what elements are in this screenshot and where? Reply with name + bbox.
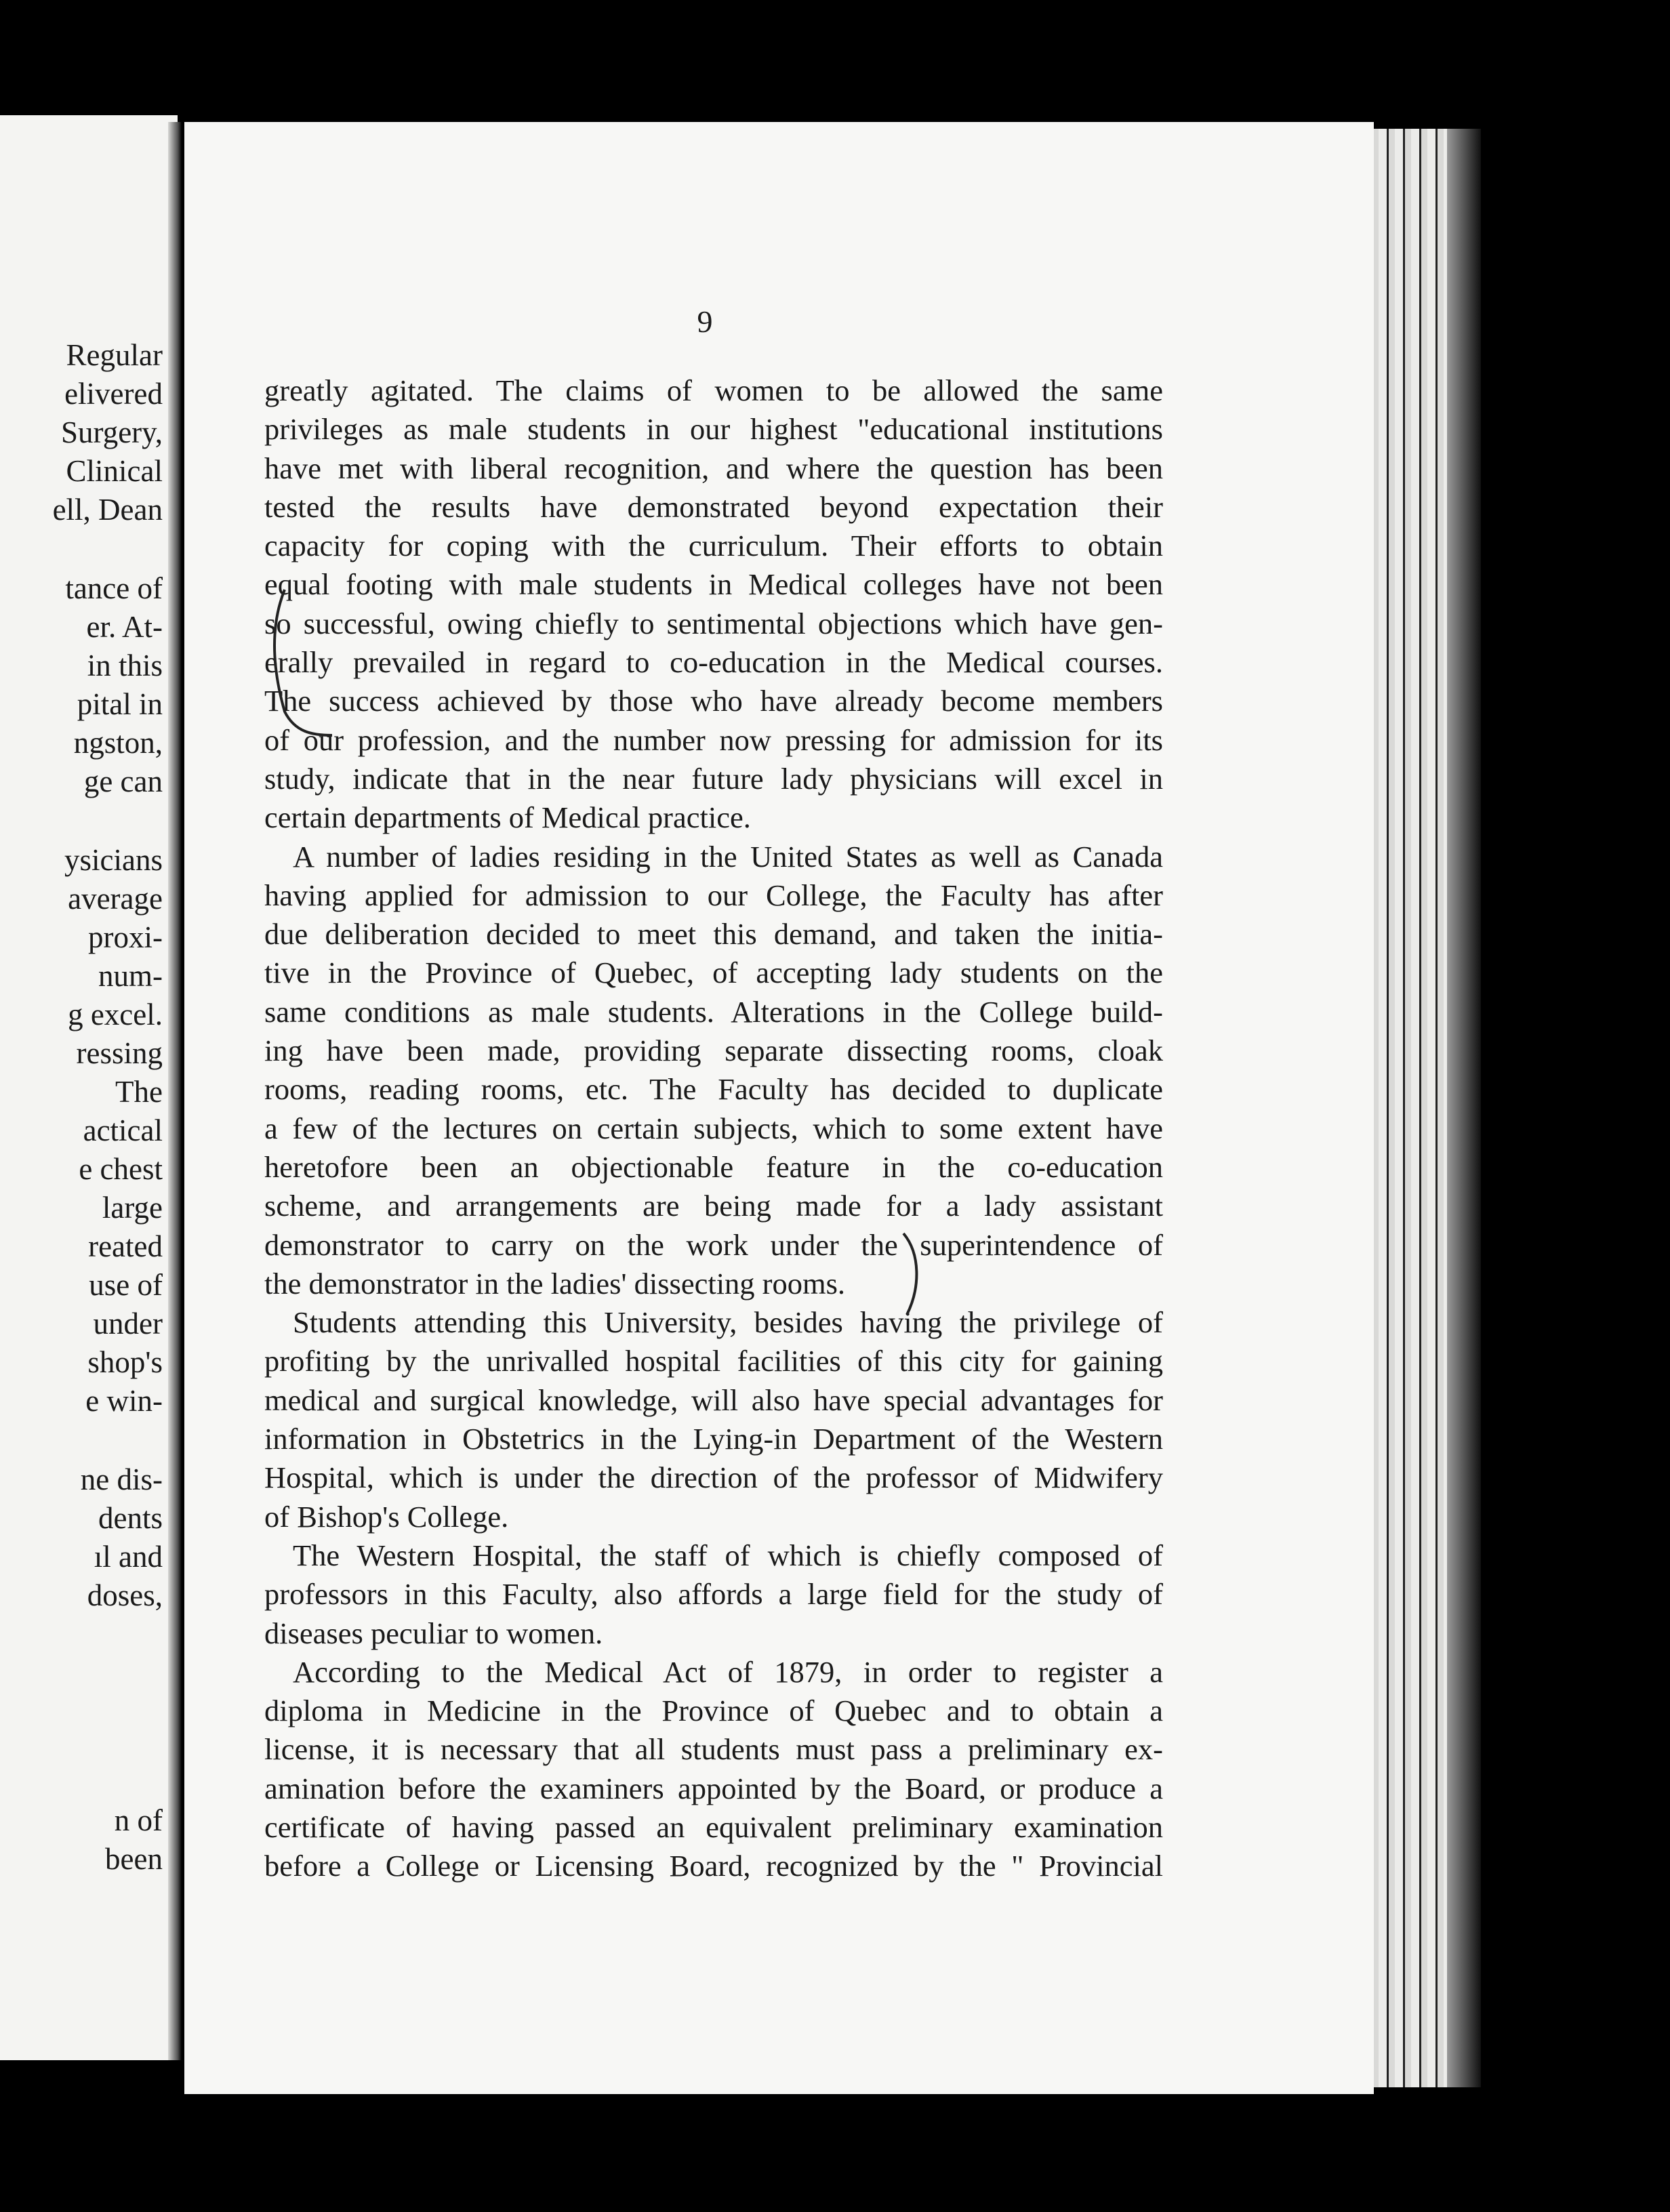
left-page-line: n of (114, 1803, 163, 1837)
left-page-line: dents (98, 1501, 163, 1535)
left-page-line: Surgery, (61, 415, 163, 449)
text-line: certain departments of Medical practice. (264, 800, 751, 835)
text-line: diseases peculiar to women. (264, 1616, 603, 1650)
text-line: so successful, owing chiefly to sentimental objections which have gen- (264, 606, 1163, 640)
left-page-line: ne dis- (80, 1462, 163, 1496)
left-page-line: ngston, (73, 726, 163, 760)
left-page-line: e chest (79, 1152, 163, 1186)
left-page-line: tance of (65, 571, 163, 605)
left-page-line: been (105, 1842, 163, 1876)
text-line: the demonstrator in the ladies' dissecting rooms. (264, 1266, 846, 1300)
left-page-line: ge can (83, 764, 163, 798)
left-page-line: large (102, 1191, 163, 1225)
text-line: heretofore been an objectionable feature in the co-education (264, 1149, 1163, 1184)
page-number: 9 (697, 304, 713, 339)
text-line: The Western Hospital, the staff of which is chiefly composed of (293, 1538, 1163, 1572)
left-page-line: proxi- (88, 920, 163, 954)
left-page-line: average (68, 882, 163, 916)
text-line: According to the Medical Act of 1879, in order to register a (293, 1654, 1163, 1689)
left-page-line: actical (83, 1113, 163, 1147)
text-line: equal footing with male students in Medical colleges have not been (264, 567, 1163, 602)
text-line: professors in this Faculty, also affords a large field for the study of (264, 1577, 1163, 1612)
book-page-edges (1362, 129, 1481, 2087)
text-line: have met with liberal recognition, and where the question has been (264, 451, 1163, 485)
left-page-line: num- (98, 959, 163, 993)
left-page-line: ıl and (94, 1540, 163, 1574)
text-line: rooms, reading rooms, etc. The Faculty has decided to duplicate (264, 1072, 1163, 1107)
text-line: of Bishop's College. (264, 1499, 509, 1534)
left-page-line: ressing (76, 1036, 163, 1070)
left-page-line: er. At- (86, 610, 163, 644)
text-line: amination before the examiners appointed by the Board, or produce a (264, 1771, 1163, 1805)
text-line: Hospital, which is under the direction of the professor of Midwifery (264, 1460, 1163, 1495)
left-facing-page (0, 115, 178, 2060)
text-line: of our profession, and the number now pressing for admission for its (264, 722, 1163, 757)
text-line: before a College or Licensing Board, recognized by the " Provincial (264, 1849, 1163, 1883)
left-page-line: ysicians (64, 843, 163, 877)
left-page-line: e win- (85, 1384, 163, 1418)
left-page-line: shop's (87, 1345, 163, 1379)
edge-shadow (1447, 129, 1481, 2087)
left-page-line: ell, Dean (52, 493, 163, 527)
text-line: due deliberation decided to meet this demand, and taken the initia- (264, 917, 1163, 951)
text-line: capacity for coping with the curriculum. Their efforts to obtain (264, 529, 1163, 563)
left-page-line: elivered (64, 377, 163, 411)
text-line: a few of the lectures on certain subjects, which to some extent have (264, 1111, 1163, 1145)
text-line: tive in the Province of Quebec, of accepting lady students on the (264, 956, 1163, 990)
text-line: information in Obstetrics in the Lying-in Department of the Western (264, 1422, 1163, 1456)
left-page-line: Regular (66, 338, 163, 372)
text-line: license, it is necessary that all students must pass a preliminary ex- (264, 1732, 1163, 1767)
text-line: erally prevailed in regard to co-education in the Medical courses. (264, 645, 1163, 680)
text-line: privileges as male students in our highest "educational institutions (264, 412, 1163, 447)
text-line: study, indicate that in the near future lady physicians will excel in (264, 761, 1163, 796)
text-line: greatly agitated. The claims of women to be allowed the same (264, 373, 1163, 407)
text-line: same conditions as male students. Alterations in the College build- (264, 994, 1163, 1029)
text-line: The success achieved by those who have already become members (264, 684, 1163, 718)
left-page-line: Clinical (66, 454, 163, 488)
text-line: tested the results have demonstrated beyond expectation their (264, 489, 1163, 524)
text-line: profiting by the unrivalled hospital facilities of this city for gaining (264, 1344, 1163, 1378)
left-page-line: reated (88, 1229, 163, 1263)
text-line: certificate of having passed an equivalent preliminary examination (264, 1809, 1163, 1844)
left-page-line: under (93, 1307, 163, 1340)
text-line: having applied for admission to our College, the Faculty has after (264, 878, 1163, 912)
text-line: demonstrator to carry on the work under the superintendence of (264, 1227, 1163, 1262)
text-line: medical and surgical knowledge, will also have special advantages for (264, 1382, 1163, 1417)
text-line: A number of ladies residing in the United States as well as Canada (293, 839, 1163, 874)
left-page-line: g excel. (68, 998, 163, 1031)
left-page-line: in this (87, 649, 163, 682)
text-line: ing have been made, providing separate dissecting rooms, cloak (264, 1033, 1163, 1068)
book-gutter-shadow (168, 122, 182, 2060)
left-page-line: doses, (87, 1578, 163, 1612)
left-page-line: use of (89, 1268, 163, 1302)
text-line: scheme, and arrangements are being made for a lady assistant (264, 1189, 1163, 1223)
text-line: diploma in Medicine in the Province of Quebec and to obtain a (264, 1694, 1163, 1728)
left-page-line: pital in (77, 687, 163, 721)
page-body-text (264, 371, 1163, 1886)
text-line: Students attending this University, besides having the privilege of (293, 1305, 1163, 1340)
left-page-line: The (115, 1075, 163, 1109)
